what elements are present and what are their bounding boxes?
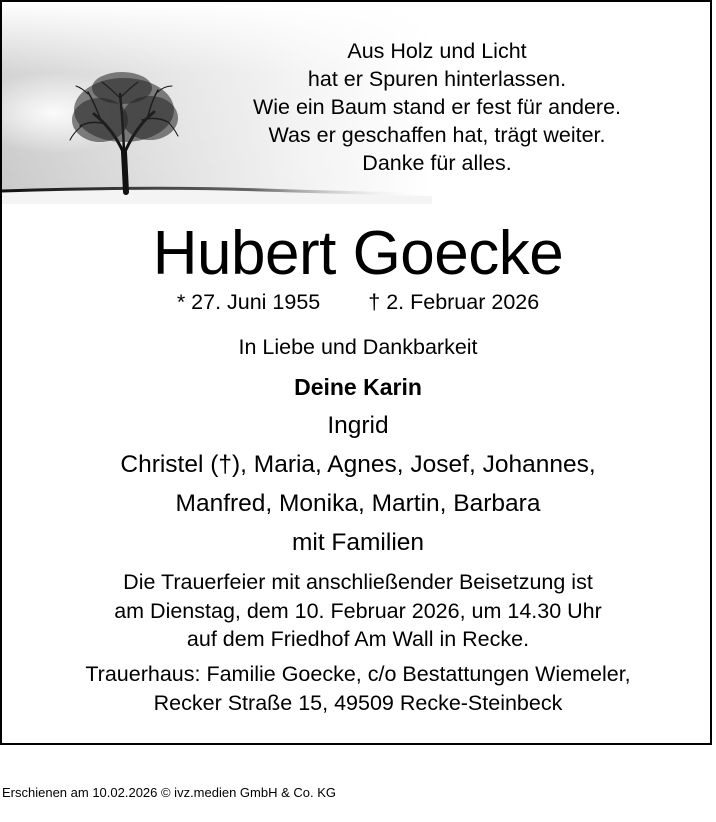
mourners xyxy=(2,332,712,562)
poem-line: Wie ein Baum stand er fest für andere. xyxy=(252,95,622,119)
service-line: Die Trauerfeier mit anschließender Beisetzung ist xyxy=(123,570,593,594)
mourner-line: Manfred, Monika, Martin, Barbara xyxy=(175,490,541,517)
primary-mourner: Deine Karin xyxy=(294,374,422,400)
birth-date: * 27. Juni 1955 xyxy=(176,290,321,314)
mourner-line: mit Familien xyxy=(291,529,425,556)
publication-credit: Erschienen am 10.02.2026 © ivz.medien GmbH & Co. KG xyxy=(2,785,337,800)
poem-line: hat er Spuren hinterlassen. xyxy=(307,67,567,91)
death-date: † 2. Februar 2026 xyxy=(368,290,540,314)
mourner-line: Ingrid xyxy=(327,412,389,439)
mourner-line: Christel (†), Maria, Agnes, Josef, Johannes, xyxy=(120,451,596,478)
service-line: am Dienstag, dem 10. Februar 2026, um 14.30 Uhr xyxy=(114,598,602,623)
poem-line: Danke für alles. xyxy=(362,151,512,175)
mourning-house-address xyxy=(2,660,712,717)
funeral-service-info xyxy=(2,568,712,654)
poem-line: Aus Holz und Licht xyxy=(347,39,527,63)
deceased-name: Hubert Goecke xyxy=(152,219,564,288)
service-line: auf dem Friedhof Am Wall in Recke. xyxy=(186,627,530,651)
poem-line: Was er geschaffen hat, trägt weiter. xyxy=(268,123,606,147)
address-line: Trauerhaus: Familie Goecke, c/o Bestattungen Wiemeler, xyxy=(85,662,631,686)
poem xyxy=(212,37,662,177)
address-line: Recker Straße 15, 49509 Recke-Steinbeck xyxy=(153,690,563,715)
life-dates xyxy=(2,288,712,316)
mourners-intro: In Liebe und Dankbarkeit xyxy=(238,335,478,359)
